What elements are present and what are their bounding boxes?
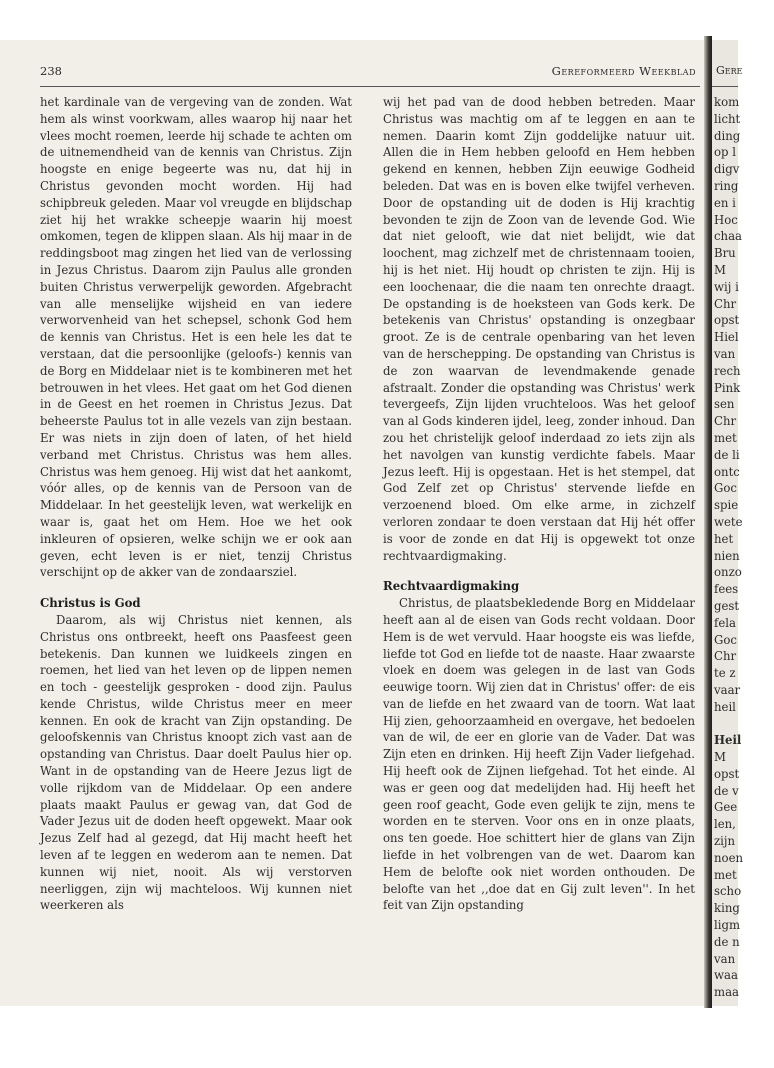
next-page-fragment: nien — [714, 548, 740, 563]
next-page-fragment: met — [714, 430, 737, 445]
next-page-fragment: chaa — [714, 229, 743, 244]
text-column-left — [40, 94, 352, 994]
next-page-fragment: fees — [714, 582, 739, 597]
next-page-fragment: te z — [714, 666, 736, 681]
next-page-fragment: van — [714, 346, 736, 361]
text-column-right — [383, 94, 695, 994]
next-page-fragment: heil — [714, 699, 736, 714]
next-page-fragment: zijn — [714, 834, 736, 849]
next-page-fragment: en i — [714, 195, 736, 210]
next-page-fragment: fela — [714, 615, 736, 630]
next-page-fragment: Pink — [714, 380, 741, 395]
next-page-fragment: Goc — [714, 632, 737, 647]
next-page-fragment: king — [714, 901, 740, 916]
next-page-fragment: Bru — [714, 246, 736, 261]
next-page-fragment: met — [714, 867, 737, 882]
column2-paragraph1: wij het pad van de dood hebben betreden. Maar Christus was machtig om af te leggen en aan te nemen. Daarin komt Zijn goddelijke natuur uit. Allen die in Hem hebben geloofd en Hem hebben gekend en kennen, hebben Zijn eeuwige Godheid beleden. Dat was en is boven elke twijfel verheven. Door de opstanding uit de doden is Hij krachtig bevonden te zijn de Zoon van de levende God. Wie dat niet gelooft, wie dat niet belijdt, wie dat loochent, mag zichzelf met de christennaam tooien, hij is het niet. Hij houdt op christen te zijn. Hij is een loochenaar, die die naam ten onrechte draagt. De opstanding is de hoeksteen van Gods kerk. De betekenis van Christus' opstanding is onzegbaar groot. Ze is de centrale openbaring van het leven van de herschepping. De opstanding van Christus is de zon waarvan de levendmakende genade afstraalt. Zonder die opstanding was Christus' werk tevergeefs, Zijn lijden vruchteloos. Was het geloof van al Gods kinderen ijdel, leeg, zonder inhoud. Dan zou het christelijk geloof inderdaad zo iets zijn als het navolgen van kunstig verdichte fabels. Maar Jezus leeft. Hij is opgestaan. Het is het stempel, dat God Zelf zet op Christus' stervende liefde en verzoenend bloed. Om elke arme, in zichzelf verloren zondaar te doen verstaan dat Hij hét offer is voor de zonde en dat Hij is opgewekt tot onze rechtvaardigmaking. — [383, 95, 695, 563]
section-heading-christus-is-god: Christus is God — [40, 596, 141, 611]
next-page-fragment — [714, 715, 774, 732]
column1-paragraph1: het kardinale van de vergeving van de zonden. Wat hem als winst voorkwam, alles waarop hij naar het vlees mocht roemen, leerde hij schade te achten om de uitnemendheid van de kennis van Christus. Zijn hoogste en enige begeerte was nu, dat hij in Christus gevonden mocht worden. Hij had schipbreuk geleden. Maar vol vreugde en blijdschap ziet hij het wrakke scheepje waarin hij moest omkomen, tegen de klippen slaan. Als hij maar in de reddingsboot mag zingen het lied van de verlossing in Jezus Christus. Daarom zijn Paulus alle gronden buiten Christus verwerpelijk geworden. Afgebracht van alle menselijke wijsheid en van iedere verworvenheid van het schepsel, schonk God hem de kennis van Christus. Het is een hele les dat te verstaan, dat die persoonlijke (geloofs-) kennis van de Borg en Middelaar niet is te kombineren met het betrouwen in het vlees. Het gaat om het God dienen in de Geest en het roemen in Christus Jezus. Dat beheerste Paulus tot in alle vezels van zijn bestaan. Er was niets in zijn doen of laten, of het hield verband met Christus. Christus was hem alles. Christus was hem genoeg. Hij wist dat het aankomt, vóór alles, op de kennis van de Persoon van de Middelaar. In het geestelijk leven, wat werkelijk en waar is, gaat het om Hem. Hoe we het ook inkleuren of opsieren, welke schijn we er ook aan geven, echt leven is er niet, tenzij Christus verschijnt op de akker van de zondaarsziel. — [40, 95, 352, 580]
next-page-fragment: licht — [714, 111, 741, 126]
running-header — [40, 64, 704, 82]
next-page-fragment: de n — [714, 934, 740, 949]
next-page-fragment: digv — [714, 162, 740, 177]
next-page-header-rule — [712, 86, 738, 87]
next-page-fragment: noen — [714, 850, 744, 865]
book-gutter — [704, 36, 712, 1008]
next-page-fragment: het — [714, 531, 734, 546]
next-page-text-fragments — [714, 94, 774, 1001]
next-page-fragment: waa — [714, 968, 738, 983]
next-page-edge — [712, 40, 744, 1006]
next-page-fragment: opst — [714, 313, 740, 328]
next-page-fragment: ontc — [714, 464, 740, 479]
next-page-fragment: onzo — [714, 565, 742, 580]
next-page-fragment: M — [714, 750, 726, 765]
next-page-fragment: scho — [714, 884, 742, 899]
next-page-fragment: Hoc — [714, 212, 738, 227]
header-rule — [40, 86, 700, 87]
next-page-fragment: Chr — [714, 649, 737, 664]
next-page-fragment: spie — [714, 498, 739, 513]
next-page-fragment: ding — [714, 128, 741, 143]
next-page-fragment: van — [714, 951, 736, 966]
next-page-fragment: ring — [714, 178, 739, 193]
next-page-fragment: op l — [714, 145, 736, 160]
journal-title: Gereformeerd Weekblad — [551, 64, 696, 78]
page-number: 238 — [40, 64, 62, 78]
next-page-fragment: maa — [714, 985, 740, 1000]
next-page-header: Gere — [716, 64, 743, 77]
next-page-fragment: opst — [714, 766, 740, 781]
next-page-fragment: rech — [714, 363, 741, 378]
next-page-fragment: Goc — [714, 481, 737, 496]
next-page-fragment: kom — [714, 95, 740, 109]
next-page-fragment: Gee — [714, 800, 738, 815]
next-page-fragment: gest — [714, 598, 740, 613]
column1-paragraph2: Daarom, als wij Christus niet kennen, als Christus ons ontbreekt, heeft ons Paasfeest geen betekenis. Dan kunnen we luidkeels zingen en roemen, het lied van het leven op de lippen nemen en toch - geestelijk gesproken - dood zijn. Paulus kende Christus, wilde Christus meer en meer kennen. En ook de kracht van Zijn opstanding. De geloofskennis van Christus knoopt zich vast aan de opstanding van Christus. Daar doelt Paulus hier op. Want in de opstanding van de Heere Jezus ligt de volle rijkdom van de Middelaar. Op een andere plaats maakt Paulus er gewag van, dat God de Vader Jezus uit de doden heeft opgewekt. Maar ook Jezus Zelf had al gezegd, dat Hij macht heeft het leven af te leggen en wederom aan te nemen. Dat kunnen wij niet, nooit. Als wij verstorven neerliggen, zijn wij machteloos. Wij kunnen niet weerkeren als — [40, 612, 352, 913]
next-page-fragment: vaar — [714, 682, 741, 697]
next-page-fragment: Heil — [714, 733, 742, 748]
next-page-fragment: sen — [714, 397, 735, 412]
next-page-fragment: ligm — [714, 918, 741, 933]
next-page-fragment: M — [714, 262, 726, 277]
column2-paragraph2: Christus, de plaatsbekledende Borg en Middelaar heeft aan al de eisen van Gods recht voldaan. Door Hem is de wet vervuld. Haar hoogste eis was liefde, liefde tot God en liefde tot de naaste. Haar zwaarste vloek en doem was gelegen in de last van Gods eeuwige toorn. Wij zien dat in Christus' offer: de eis van de liefde en het zwaard van de toorn. Wat laat Hij zien, gehoorzaamheid en overgave, het bedoelen van de wil, de eer en glorie van de Vader. Dat was Zijn eten en drinken. Hij heeft Zijn Vader liefgehad. Hij heeft ook de Zijnen liefgehad. Tot het einde. Al was er geen oog dat medelijden had. Hij heeft het geen roof geacht, Gode even gelijk te zijn, mens te worden en te sterven. Voor ons en in onze plaats, ons ten goede. Hoe schittert hier de glans van Zijn liefde in het volbrengen van de wet. Daarom kan Hem de belofte ook niet worden onthouden. De belofte van het ,,doe dat en Gij zult leven''. In het feit van Zijn opstanding — [383, 596, 695, 913]
next-page-fragment: de v — [714, 783, 739, 798]
next-page-fragment: de li — [714, 447, 740, 462]
next-page-fragment: Hiel — [714, 330, 739, 345]
next-page-fragment: wete — [714, 514, 743, 529]
next-page-fragment: Chr — [714, 414, 737, 429]
next-page-fragment: wij i — [714, 279, 739, 294]
section-heading-rechtvaardigmaking: Rechtvaardigmaking — [383, 579, 520, 594]
next-page-fragment: len, — [714, 817, 736, 832]
next-page-fragment: Chr — [714, 296, 737, 311]
